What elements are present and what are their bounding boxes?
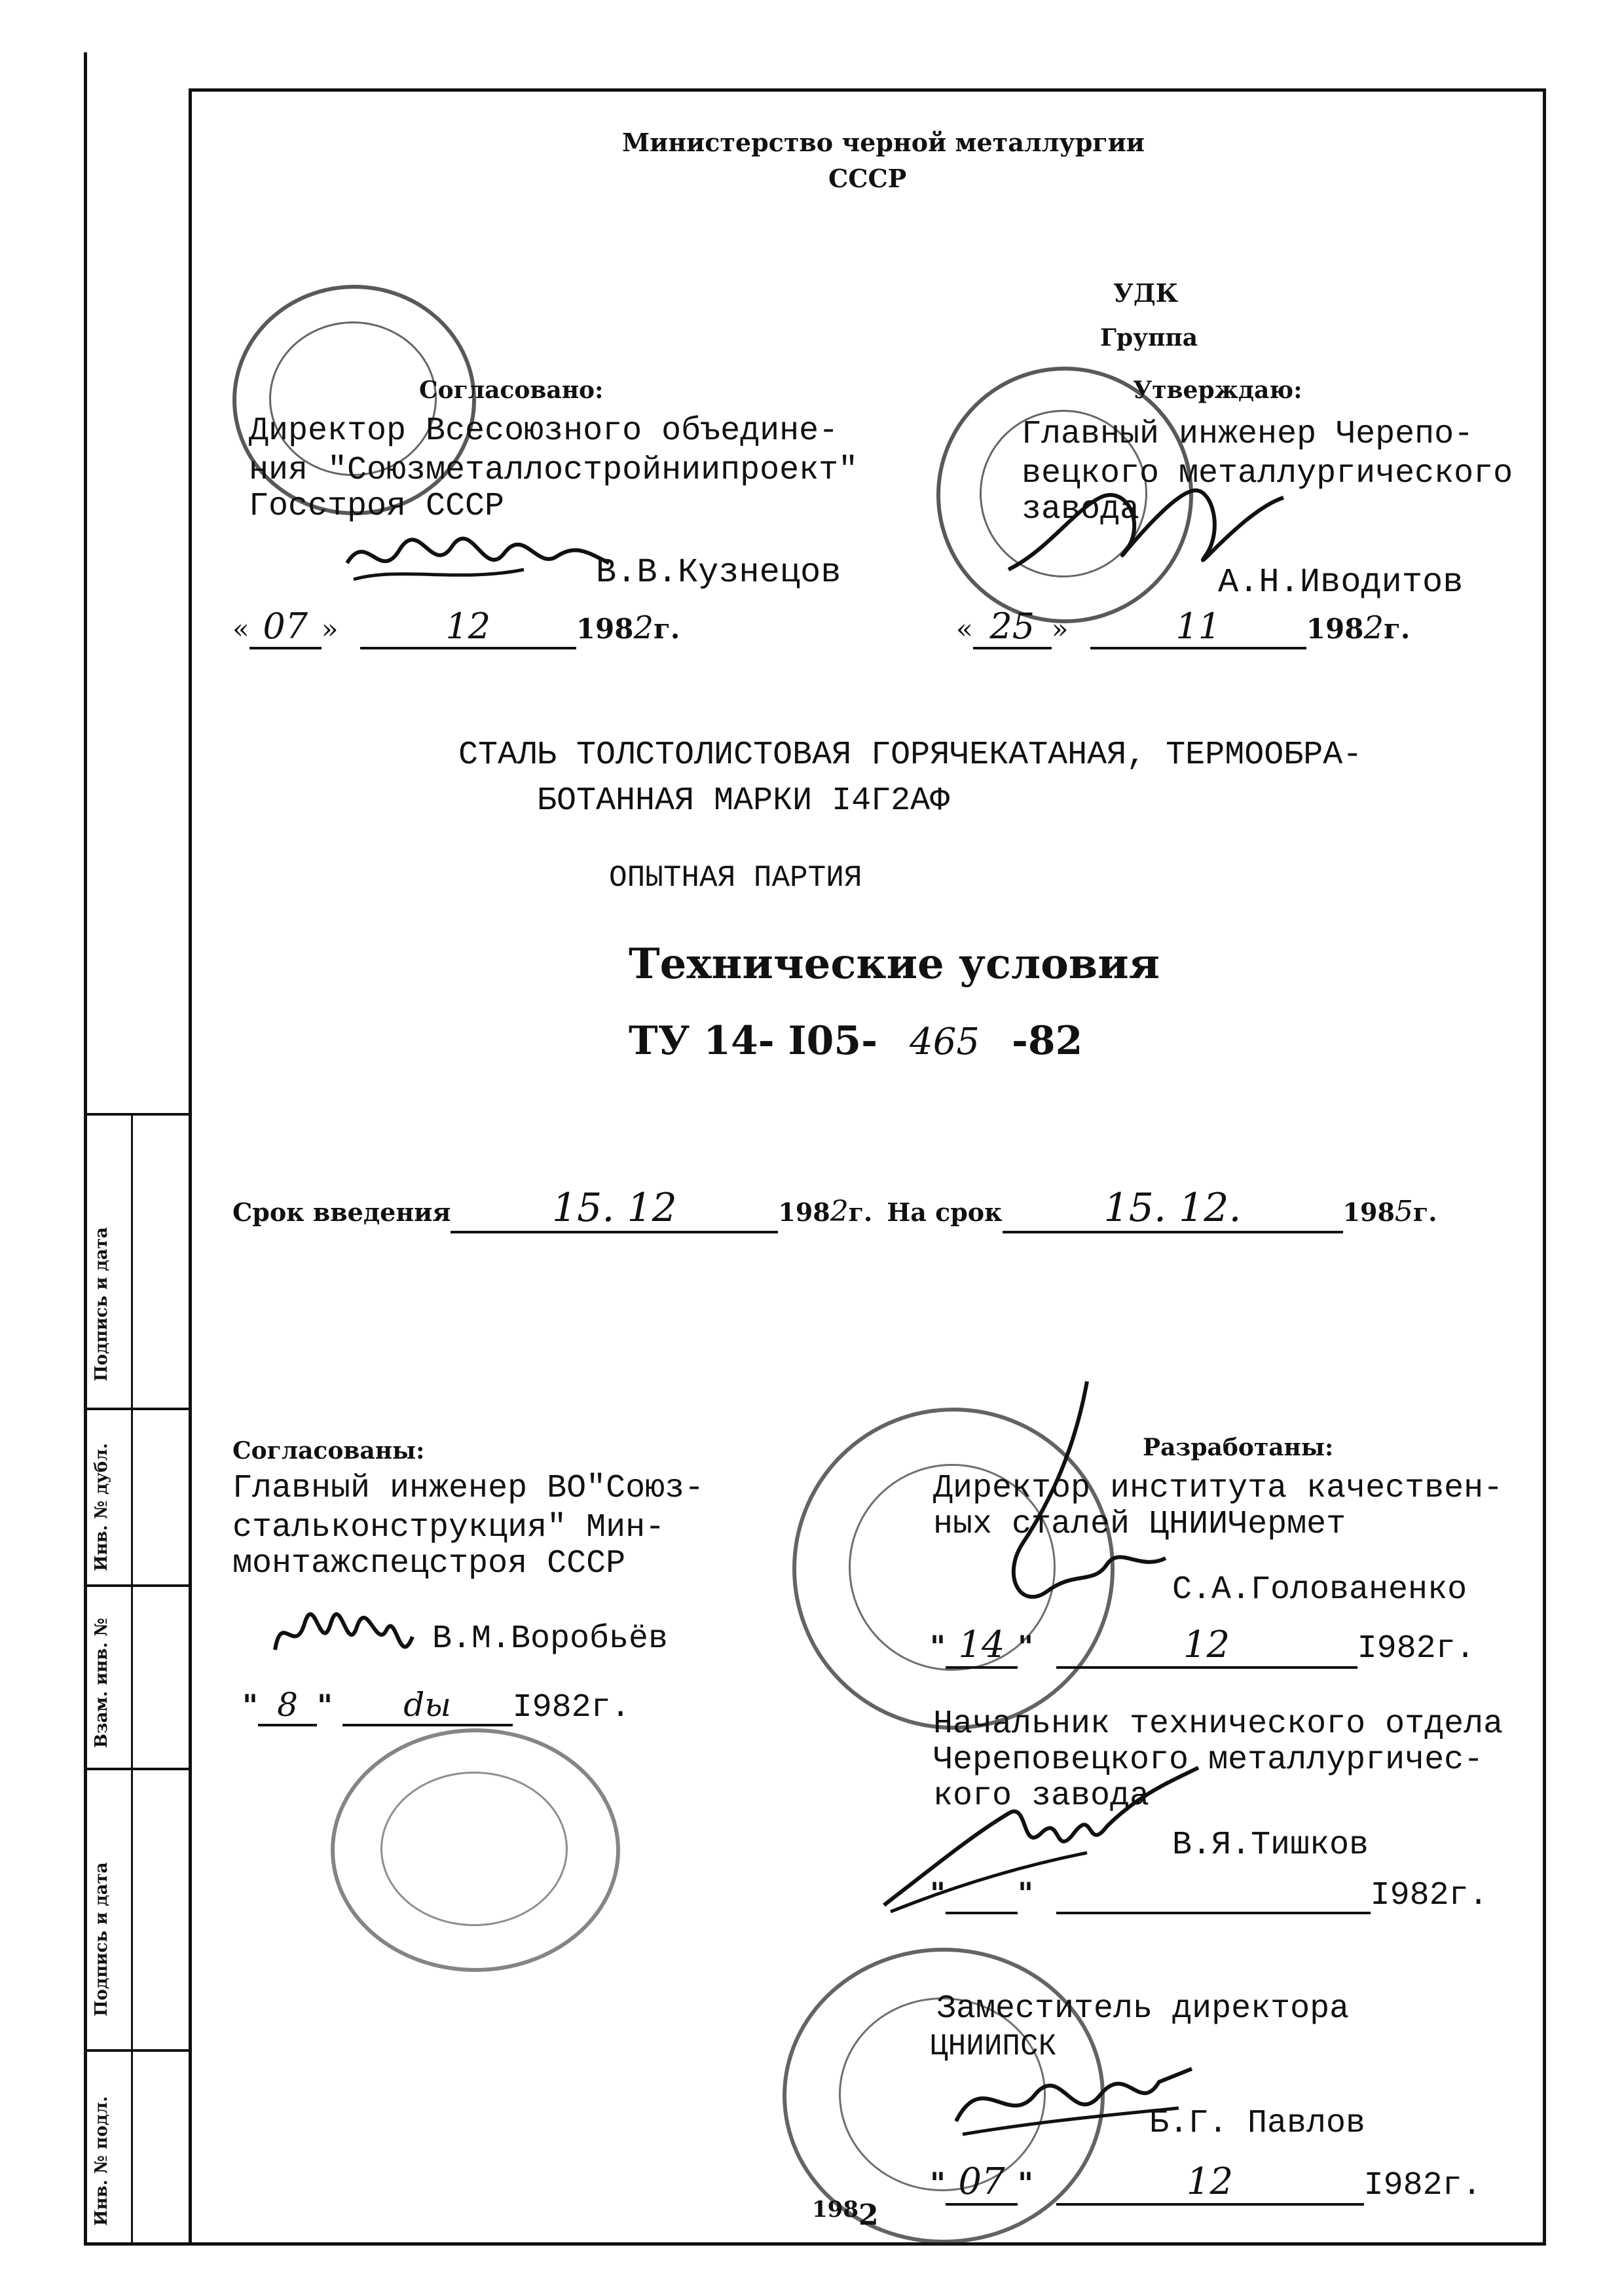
deputy-line-1: Заместитель директора	[936, 1990, 1350, 2028]
right-approval-line-2: вецкого металлургического	[1022, 455, 1513, 492]
frame-right	[1543, 88, 1546, 2246]
right-approval-line-1: Главный инженер Черепо-	[1022, 416, 1474, 453]
agreed-month: dы	[342, 1686, 513, 1726]
tech-dept-line-2: Череповецкого металлургичес-	[933, 1741, 1484, 1779]
left-approval-year-suffix: г.	[653, 613, 680, 645]
right-approval-day: 25	[973, 606, 1052, 649]
bottom-stamp-year: 1982	[812, 2196, 879, 2232]
right-approval-line-3: завода	[1022, 491, 1140, 528]
term-label: На срок	[887, 1197, 1003, 1227]
developed-line-2: ных сталей ЦНИИЧермет	[933, 1506, 1346, 1543]
deputy-line-2: ЦНИИПСК	[930, 2030, 1057, 2064]
sidebar-divider-3	[84, 1768, 189, 1770]
intro-date-label: Срок введения	[232, 1197, 451, 1227]
left-approval-day: 07	[249, 606, 322, 649]
left-approval-year-digit: 2	[633, 610, 654, 646]
agreed-day: 8	[258, 1686, 317, 1726]
term-date-value: 15. 12.	[1003, 1185, 1343, 1233]
term-year-suffix: г.	[1412, 1197, 1437, 1227]
frame-top	[189, 88, 1544, 92]
left-approval-line-3: Госстроя СССР	[249, 488, 505, 525]
right-approval-heading: Утверждаю:	[1133, 376, 1302, 404]
agreed-date: " 8 " dы I982г.	[242, 1686, 631, 1726]
sidebar-cell-dup-inv: Инв. № дубл.	[92, 1443, 111, 1571]
ministry-line-2: СССР	[828, 164, 907, 193]
agreed-heading: Согласованы:	[232, 1437, 425, 1465]
developed-date: " 14 " 12 I982г.	[930, 1624, 1475, 1667]
udk-label: УДК	[1113, 278, 1179, 308]
frame-left-inner	[189, 92, 192, 2246]
agreed-year: I982г.	[512, 1689, 631, 1726]
sidebar-cell-original-inv: Инв. № подл.	[92, 2096, 111, 2226]
frame-bottom	[84, 2242, 1546, 2246]
right-approval-month: 11	[1090, 606, 1306, 649]
deputy-year: I982г.	[1363, 2167, 1482, 2204]
deputy-name: Б.Г. Павлов	[1149, 2105, 1366, 2142]
tu-code	[629, 1018, 1082, 1064]
validity-row	[232, 1185, 1437, 1233]
sidebar-inner-divider	[131, 1113, 133, 2242]
deputy-date: " 07 " 12 I982г.	[930, 2160, 1482, 2204]
deputy-month: 12	[1056, 2160, 1364, 2206]
tu-code-suffix: -82	[1012, 1018, 1083, 1064]
deputy-day: 07	[946, 2160, 1018, 2206]
right-approval-year-digit: 2	[1363, 610, 1384, 646]
tu-code-number: 465	[910, 1021, 980, 1063]
title-line-2: БОТАННАЯ МАРКИ I4Г2АФ	[537, 782, 950, 820]
developed-month: 12	[1056, 1624, 1357, 1669]
left-approval-line-1: Директор Всесоюзного объедине-	[249, 412, 839, 450]
developed-heading: Разработаны:	[1143, 1434, 1334, 1461]
tech-dept-day	[946, 1886, 1018, 1914]
agreed-line-2: стальконструкция" Мин-	[232, 1509, 665, 1546]
right-approval-date: « 25 » 11 1982г.	[956, 606, 1410, 649]
intro-year-suffix: г.	[848, 1197, 873, 1227]
agreed-name: В.М.Воробьёв	[432, 1620, 669, 1658]
developed-year: I982г.	[1357, 1630, 1475, 1667]
intro-date-value: 15. 12	[451, 1185, 778, 1233]
group-label: Группа	[1100, 324, 1198, 352]
tech-dept-line-1: Начальник технического отдела	[933, 1705, 1504, 1743]
ministry-line-1: Министерство черной металлургии	[622, 128, 1145, 157]
title-line-1: СТАЛЬ ТОЛСТОЛИСТОВАЯ ГОРЯЧЕКАТАНАЯ, ТЕРМООБРА-	[458, 737, 1363, 774]
term-year-prefix: 198	[1342, 1197, 1395, 1227]
tech-dept-name: В.Я.Тишков	[1172, 1827, 1369, 1864]
right-approval-name: А.Н.Иводитов	[1218, 563, 1464, 602]
tech-dept-month	[1056, 1886, 1371, 1914]
tech-dept-date: " " I982г.	[930, 1876, 1488, 1914]
left-approval-heading: Согласовано:	[419, 376, 604, 404]
sidebar-top-border	[84, 1113, 189, 1116]
left-approval-line-2: ния "Союзметаллостройниипроект"	[249, 452, 858, 489]
agreed-stamp	[331, 1728, 620, 1972]
left-approval-month: 12	[360, 606, 576, 649]
batch-label: ОПЫТНАЯ ПАРТИЯ	[609, 861, 862, 895]
intro-year-digit: 2	[830, 1195, 849, 1228]
frame-left-outer	[84, 52, 87, 2246]
left-approval-date: « 07 » 12 1982г.	[232, 606, 680, 649]
intro-year-prefix: 198	[778, 1197, 830, 1227]
agreed-signature	[268, 1597, 419, 1676]
tech-dept-year: I982г.	[1370, 1877, 1488, 1914]
agreed-line-3: монтажспецстроя СССР	[232, 1545, 626, 1582]
doc-type-title: Технические условия	[629, 939, 1160, 989]
sidebar-divider-4	[84, 2049, 189, 2052]
right-approval-year-prefix: 198	[1306, 613, 1364, 645]
developed-line-1: Директор института качествен-	[933, 1470, 1504, 1507]
agreed-line-1: Главный инженер ВО"Союз-	[232, 1470, 705, 1507]
sidebar-cell-signature-date-1: Подпись и дата	[92, 1227, 111, 1381]
developed-name: С.А.Голованенко	[1172, 1571, 1467, 1609]
right-approval-year-suffix: г.	[1383, 613, 1411, 645]
sidebar-divider-1	[84, 1408, 189, 1410]
sidebar-divider-2	[84, 1584, 189, 1587]
left-approval-year-prefix: 198	[576, 613, 634, 645]
left-approval-signature	[341, 517, 616, 596]
sidebar-cell-replacement-inv: Взам. инв. №	[92, 1618, 111, 1748]
tech-dept-line-3: кого завода	[933, 1777, 1150, 1815]
sidebar-cell-signature-date-2: Подпись и дата	[92, 1862, 111, 2016]
tu-code-prefix: ТУ 14- I05-	[629, 1018, 877, 1064]
left-approval-name: В.В.Кузнецов	[596, 553, 841, 592]
developed-day: 14	[946, 1624, 1018, 1669]
term-year-digit: 5	[1394, 1195, 1413, 1228]
